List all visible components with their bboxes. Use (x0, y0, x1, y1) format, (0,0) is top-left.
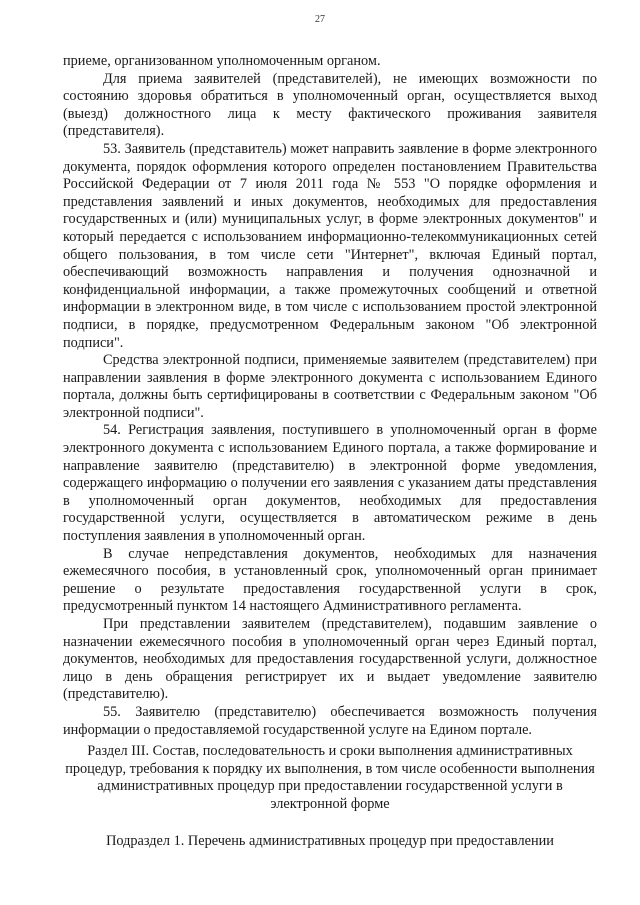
document-body (63, 53, 597, 739)
paragraph-document-registration: При представлении заявителем (представителем), подавшим заявление о назначении ежемесячного пособия в уполномоченный орган через Единый портал, документов, необходимых для предоставления государственной услуги, должностное лицо в день обращения регистрирует их и выдает уведомление заявителю (представителю). (63, 616, 597, 703)
paragraph-home-visit: Для приема заявителей (представителей), не имеющих возможности по состоянию здоровья обратиться в уполномоченный орган, осуществляется выход (выезд) должностного лица к месту фактического проживания заявителя (представителя). (63, 70, 597, 140)
paragraph-continuation: приеме, организованном уполномоченным органом. (63, 53, 381, 69)
paragraph-clause-53: 53. Заявитель (представитель) может направить заявление в форме электронного документа, порядок оформления которого определен постановлением Правительства Российской Федерации от 7 июля 2011 года № 553 "О порядке оформления и представления заявлений и иных документов, необходимых для предоставления государственных и (или) муниципальных услуг, в форме электронных документов" и который передается с использованием информационно-телекоммуникационных сетей общего пользования, в том числе сети "Интернет", включая Единый портал, обеспечивающий возможность направления и получения однозначной и конфиденциальной информации, а также промежуточных сообщений и ответной информации в электронном виде, в том числе с использованием простой электронной подписи, в порядке, предусмотренном Федеральным законом "Об электронной подписи". (63, 140, 597, 351)
paragraph-electronic-signature: Средства электронной подписи, применяемые заявителем (представителем) при направлении заявления в форме электронного документа с использованием Единого портала, должны быть сертифицированы в соответствии с Федеральным законом "Об электронной подписи". (63, 352, 597, 421)
section-heading: Раздел III. Состав, последовательность и сроки выполнения административных процедур, требования к порядку их выполнения, в том числе особенности выполнения административных процедур при предоставлении государственной услуги в электронной форме (65, 743, 595, 812)
page-number: 27 (315, 14, 325, 25)
paragraph-non-submission: В случае непредставления документов, необходимых для назначения ежемесячного пособия, в установленный срок, уполномоченный орган принимает решение о результате предоставления государственной услуги в срок, предусмотренный пунктом 14 настоящего Административного регламента. (63, 545, 597, 615)
paragraph-clause-54: 54. Регистрация заявления, поступившего в уполномоченный орган в форме электронного документа с использованием Единого портала, а также формирование и направление заявителю (представителю) в электронной форме уведомления, содержащего информацию о получении его заявления с указанием даты представления в уполномоченный орган документов, необходимых для предоставления государственной услуги, осуществляется в автоматическом режиме в день поступления заявления в уполномоченный орган. (63, 422, 597, 545)
paragraph-clause-55: 55. Заявителю (представителю) обеспечивается возможность получения информации о предоставляемой государственной услуге на Едином портале. (63, 703, 597, 738)
subsection-heading: Подраздел 1. Перечень административных процедур при предоставлении (106, 833, 554, 849)
